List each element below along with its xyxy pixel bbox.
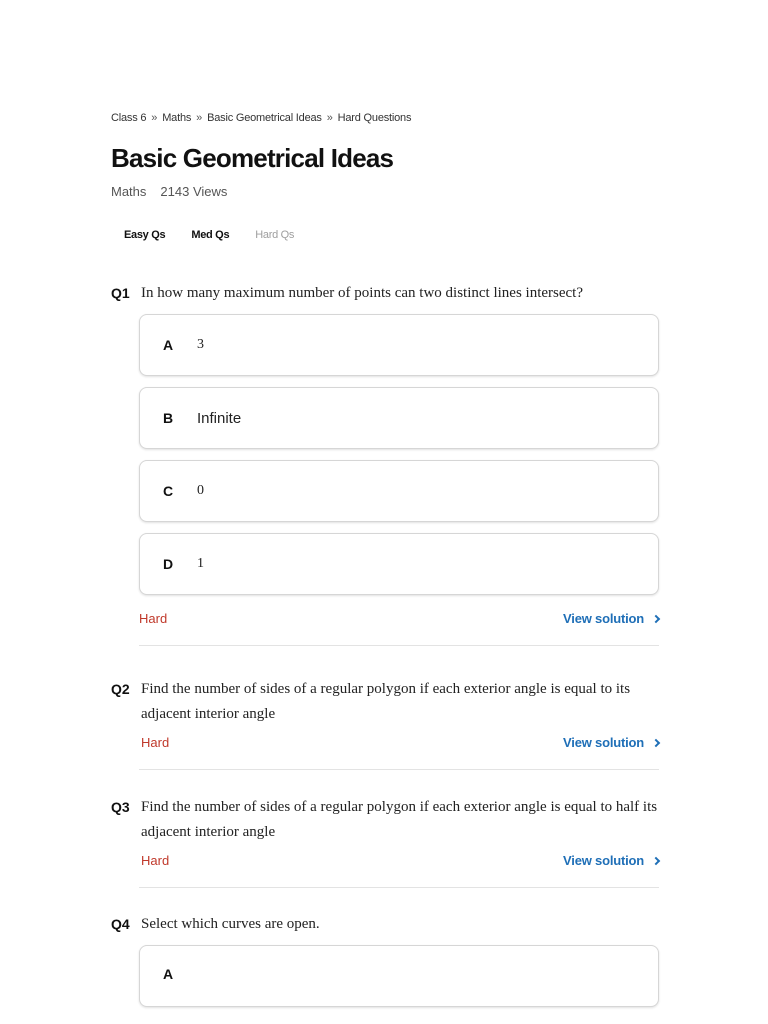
option-d[interactable]	[139, 533, 659, 595]
views-count: 2143 Views	[160, 184, 228, 199]
breadcrumb-chapter[interactable]: Basic Geometrical Ideas	[207, 112, 322, 124]
view-solution-link[interactable]	[563, 735, 659, 750]
options-list	[139, 314, 659, 595]
view-solution-label: View solution	[563, 735, 644, 750]
option-a[interactable]	[139, 945, 659, 1007]
option-b[interactable]	[139, 387, 659, 449]
tab-medium[interactable]: Med Qs	[191, 229, 230, 241]
difficulty-badge: Hard	[141, 735, 170, 750]
difficulty-badge: Hard	[141, 853, 170, 868]
option-text: 0	[197, 483, 204, 498]
breadcrumb	[111, 112, 411, 124]
question-card	[111, 677, 659, 770]
breadcrumb-separator: »	[151, 112, 158, 124]
breadcrumb-current[interactable]: Hard Questions	[337, 112, 412, 124]
question-card	[111, 912, 659, 1018]
question-text: Find the number of sides of a regular polygon if each exterior angle is equal to its adjacent interior angle	[141, 681, 631, 722]
option-letter: C	[163, 483, 174, 499]
question-footer	[141, 853, 659, 868]
question-number: Q3	[111, 799, 130, 815]
page-title: Basic Geometrical Ideas	[111, 143, 394, 173]
question-card	[111, 795, 659, 888]
subject-label: Maths	[111, 184, 147, 199]
question-number: Q1	[111, 285, 130, 301]
question-number: Q2	[111, 681, 130, 697]
difficulty-badge: Hard	[139, 611, 168, 626]
question-text: Select which curves are open.	[141, 916, 320, 932]
question-header	[111, 912, 659, 937]
divider	[139, 645, 659, 646]
breadcrumb-subject[interactable]: Maths	[162, 112, 192, 124]
divider	[139, 769, 659, 770]
breadcrumb-separator: »	[326, 112, 333, 124]
question-text: Find the number of sides of a regular polygon if each exterior angle is equal to half its adjacent interior angle	[141, 799, 658, 840]
question-header	[111, 677, 659, 727]
chevron-right-icon	[652, 738, 660, 746]
difficulty-tabs	[111, 226, 307, 244]
view-solution-label: View solution	[563, 853, 644, 868]
divider	[139, 887, 659, 888]
chevron-right-icon	[652, 856, 660, 864]
option-letter: D	[163, 556, 174, 572]
option-letter: A	[163, 966, 174, 982]
tab-easy[interactable]: Easy Qs	[124, 229, 166, 241]
question-text: In how many maximum number of points can two distinct lines intersect?	[141, 285, 583, 301]
view-solution-link[interactable]	[563, 853, 659, 868]
option-text: Infinite	[197, 409, 242, 427]
chevron-right-icon	[652, 614, 660, 622]
options-list	[139, 945, 659, 1007]
question-footer	[139, 611, 659, 626]
tab-hard[interactable]: Hard Qs	[255, 229, 295, 241]
option-text: 1	[197, 556, 204, 571]
option-c[interactable]	[139, 460, 659, 522]
breadcrumb-class[interactable]: Class 6	[111, 112, 147, 124]
option-letter: B	[163, 410, 174, 426]
option-a[interactable]	[139, 314, 659, 376]
option-letter: A	[163, 337, 174, 353]
view-solution-label: View solution	[563, 611, 644, 626]
question-footer	[141, 735, 659, 750]
question-number: Q4	[111, 916, 130, 932]
question-header	[111, 281, 659, 306]
breadcrumb-separator: »	[196, 112, 203, 124]
page-meta	[111, 184, 227, 199]
question-header	[111, 795, 659, 845]
question-card	[111, 281, 659, 646]
option-text: 3	[197, 337, 204, 352]
view-solution-link[interactable]	[563, 611, 659, 626]
